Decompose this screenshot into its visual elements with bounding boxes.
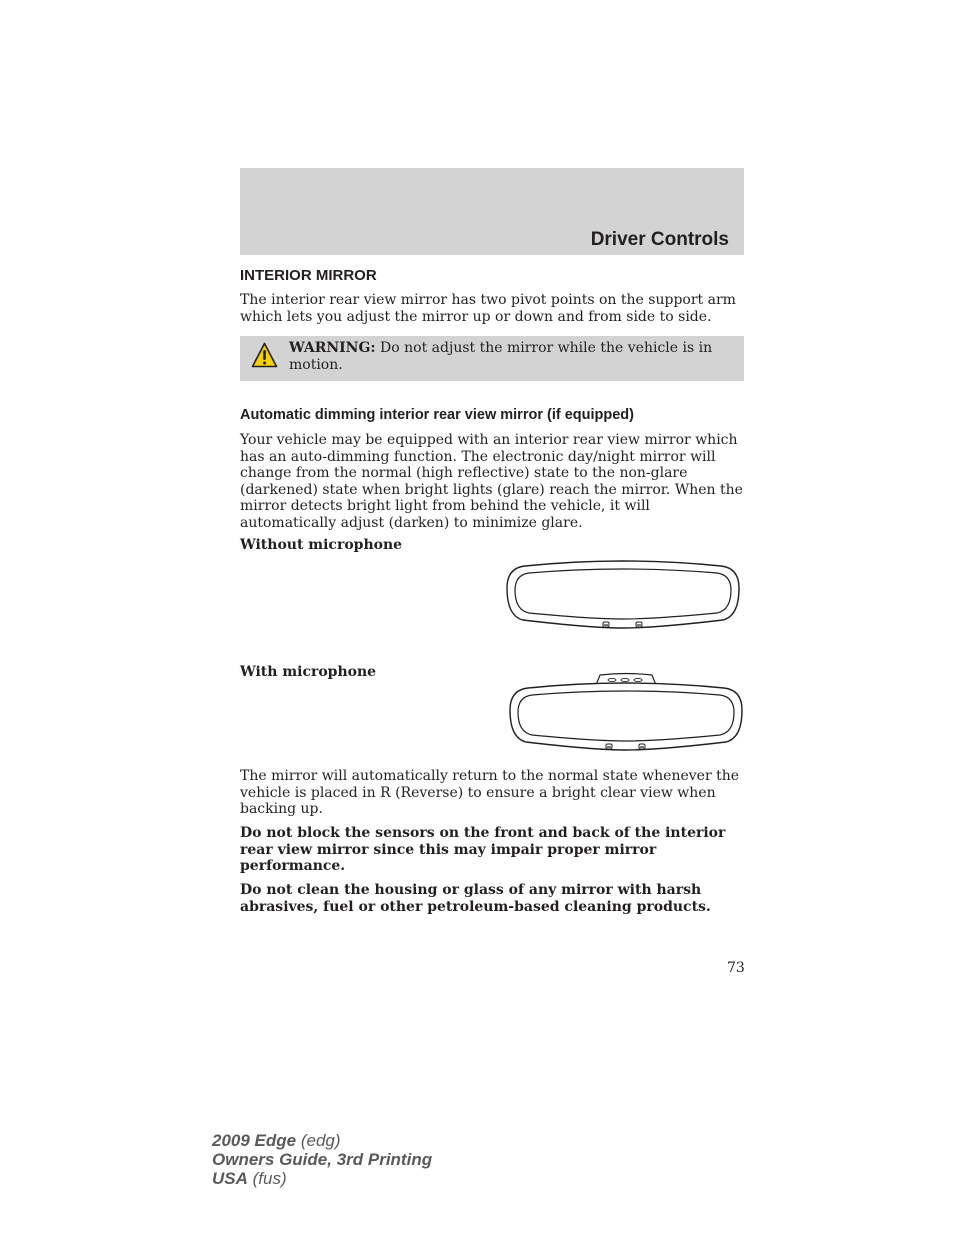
warning-triangle-icon	[251, 342, 278, 368]
chapter-title: Driver Controls	[590, 229, 729, 250]
subsection-heading: Automatic dimming interior rear view mirror (if equipped)	[240, 407, 634, 423]
footer-region: USA	[212, 1169, 248, 1188]
footer-region-line	[212, 1169, 432, 1188]
warning-message: Do not adjust the mirror while the vehicle is in motion.	[289, 340, 713, 373]
chapter-header-band	[240, 168, 744, 255]
footer-guide: Owners Guide, 3rd Printing	[212, 1150, 433, 1169]
sensor-caution-paragraph: Do not block the sensors on the front and back of the interior rear view mirror since this may impair proper mirror performance.	[240, 825, 726, 875]
auto-dimming-paragraph: Your vehicle may be equipped with an interior rear view mirror which has an auto-dimming function. The electronic day/night mirror will change from the normal (high reflective) state to the non-glare (darkened) state when bright lights (glare) reach the mirror. When the mirror detects bright light from behind the vehicle, it will automatically adjust (darken) to minimize glare.	[240, 432, 743, 531]
footer-model-line	[212, 1131, 432, 1150]
footer-model: 2009 Edge	[212, 1131, 297, 1150]
cleaning-caution-paragraph: Do not clean the housing or glass of any mirror with harsh abrasives, fuel or other petroleum-based cleaning products.	[240, 882, 711, 915]
footer-guide-line	[212, 1150, 432, 1169]
with-microphone-label: With microphone	[240, 664, 377, 680]
document-footer	[212, 1131, 432, 1188]
mirror-without-microphone-illustration	[505, 558, 741, 634]
warning-box	[240, 336, 744, 381]
page-number: 73	[727, 960, 745, 976]
footer-region-code: (fus)	[247, 1169, 287, 1188]
mirror-with-microphone-illustration	[508, 671, 744, 756]
footer-model-code: (edg)	[296, 1131, 341, 1150]
without-microphone-label: Without microphone	[240, 537, 403, 553]
reverse-paragraph: The mirror will automatically return to the normal state whenever the vehicle is placed in R (Reverse) to ensure a bright clear view when backing up.	[240, 768, 740, 818]
intro-paragraph: The interior rear view mirror has two pivot points on the support arm which lets you adjust the mirror up or down and from side to side.	[240, 292, 736, 325]
warning-label: WARNING:	[289, 340, 376, 356]
warning-text	[289, 340, 729, 373]
section-heading: INTERIOR MIRROR	[240, 267, 377, 284]
